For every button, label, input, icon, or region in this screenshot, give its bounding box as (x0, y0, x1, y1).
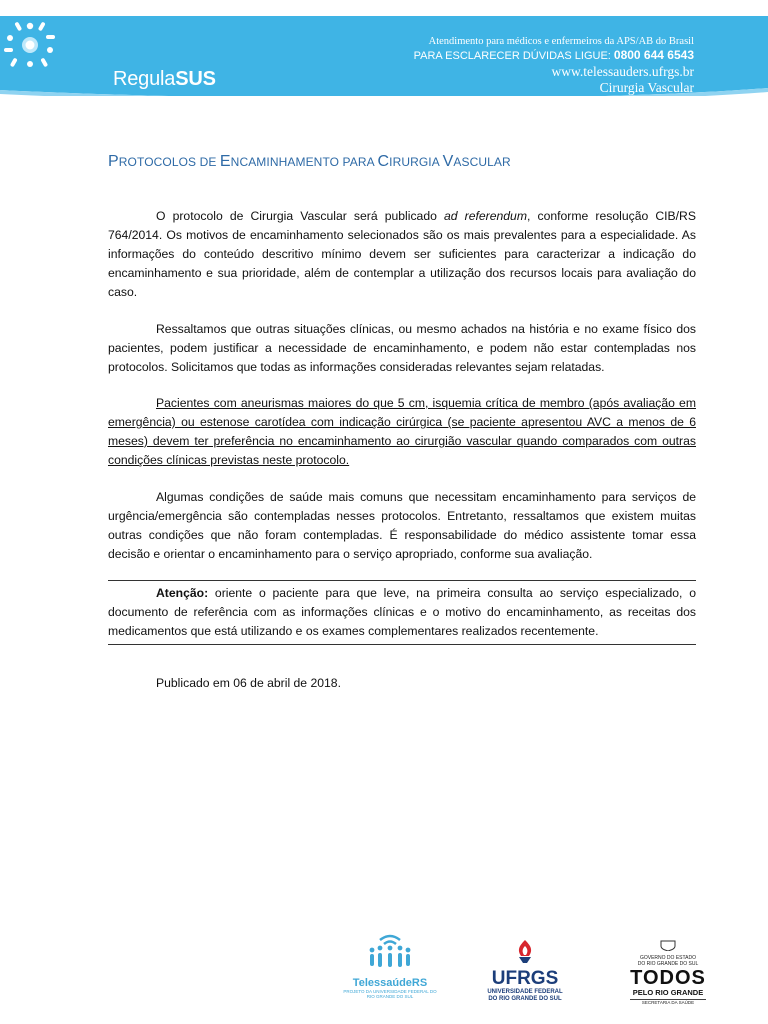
header-phone-prefix: PARA ESCLARECER DÚVIDAS LIGUE: (413, 50, 614, 62)
title-part1: ROTOCOLOS DE (118, 155, 220, 169)
regulasus-logo-icon (0, 16, 60, 72)
title-cap-v: V (442, 153, 454, 170)
paragraph-intro-b: , conforme resolução CIB/RS 764/2014. Os motivos de encaminhamento selecionados são os mais prevalentes para a especialidade. As informações do conteúdo descritivo mínimo devem ser suficientes para caracterizar a indicação do encaminhamento e sua prioridade, além de contemplar a utilização dos recursos locais para avaliação do caso. (108, 209, 696, 299)
title-cap-c: C (377, 153, 390, 170)
page-title (108, 153, 511, 171)
rs-gov-line1: GOVERNO DO ESTADO (639, 955, 697, 961)
rs-todos: TODOS (630, 967, 706, 989)
header-banner (0, 16, 768, 96)
ufrgs-logo (480, 938, 570, 1018)
title-part4: ASCULAR (453, 155, 511, 169)
header-specialty: Cirurgia Vascular (599, 80, 694, 95)
ufrgs-subtitle-1: UNIVERSIDADE FEDERAL (487, 989, 563, 995)
attention-text: oriente o paciente para que leve, na primeira consulta ao serviço especializado, o documento de referência com as informações clínicas e o motivo do encaminhamento, as receitas dos medicamentos que está utilizando e os exames complementares realizados recentemente. (108, 586, 696, 638)
rs-government-logo (620, 938, 716, 1022)
paragraph-other-situations (108, 320, 696, 377)
header-phone-line (414, 48, 694, 64)
ufrgs-subtitle-2: DO RIO GRANDE DO SUL (488, 995, 562, 1002)
brand-name-part2: SUS (175, 68, 216, 90)
rs-secretaria: SECRETARIA DA SAÚDE (630, 999, 706, 1006)
brand-name (113, 68, 216, 91)
attention-label: Atenção: (156, 586, 209, 600)
paragraph-priority-text: Pacientes com aneurismas maiores do que 5 cm, isquemia crítica de membro (após avaliação em emergência) ou estenose carotídea com indicação cirúrgica (se paciente apresentou AVC a menos de 6 meses) devem ter preferência no encaminhamento ao cirurgião vascular quando comparados com outras condições clínicas previstas neste protocolo. (108, 396, 696, 467)
paragraph-other-situations-text: Ressaltamos que outras situações clínicas, ou mesmo achados na história e no exame físico dos pacientes, podem justificar a necessidade de encaminhamento, e podem não estar contempladas nos protocolos. Solicitamos que todas as informações consideradas relevantes sejam relatadas. (108, 322, 696, 374)
telessaude-logo-icon (360, 930, 420, 970)
telessaude-name: TelessaúdeRS (352, 977, 428, 989)
ufrgs-name: UFRGS (491, 968, 559, 989)
rs-coat-of-arms-icon (657, 939, 679, 951)
paragraph-priority (108, 394, 696, 470)
paragraph-intro-a: O protocolo de Cirurgia Vascular será publicado (156, 209, 444, 223)
rs-gov-line2: DO RIO GRANDE DO SUL (637, 960, 699, 967)
brand-name-part1: Regula (113, 68, 176, 90)
paragraph-intro (108, 207, 696, 302)
paragraph-emergency-text: Algumas condições de saúde mais comuns que necessitam encaminhamento para serviços de urgência/emergência são contempladas nesses protocolos. Entretanto, ressaltamos que existem muitas outras condições que não foram contempladas. É responsabilidade do médico assistente tomar essa decisão e orientar o encaminhamento para o serviço apropriado, conforme sua avaliação. (108, 490, 696, 561)
title-part2: NCAMINHAMENTO PARA (230, 155, 378, 169)
attention-box (108, 580, 696, 645)
title-part3: IRURGIA (389, 155, 443, 169)
telessaude-subtitle: PROJETO DA UNIVERSIDADE FEDERAL DO RIO GRANDE DO SUL (343, 989, 437, 999)
published-date: Publicado em 06 de abril de 2018. (156, 676, 341, 690)
header-phone-number: 0800 644 6543 (613, 48, 694, 62)
header-website: www.telessauders.ufrgs.br (551, 64, 694, 79)
header-audience: Atendimento para médicos e enfermeiros da APS/AB do Brasil (428, 36, 694, 47)
title-cap-p: P (108, 153, 119, 170)
title-cap-e: E (219, 153, 231, 170)
rs-pelo: PELO RIO GRANDE (632, 988, 704, 997)
paragraph-emergency (108, 488, 696, 564)
ufrgs-torch-icon (505, 938, 545, 964)
paragraph-intro-em: ad referendum (444, 209, 527, 223)
telessaude-logo (340, 930, 440, 1020)
header-info (414, 36, 694, 96)
